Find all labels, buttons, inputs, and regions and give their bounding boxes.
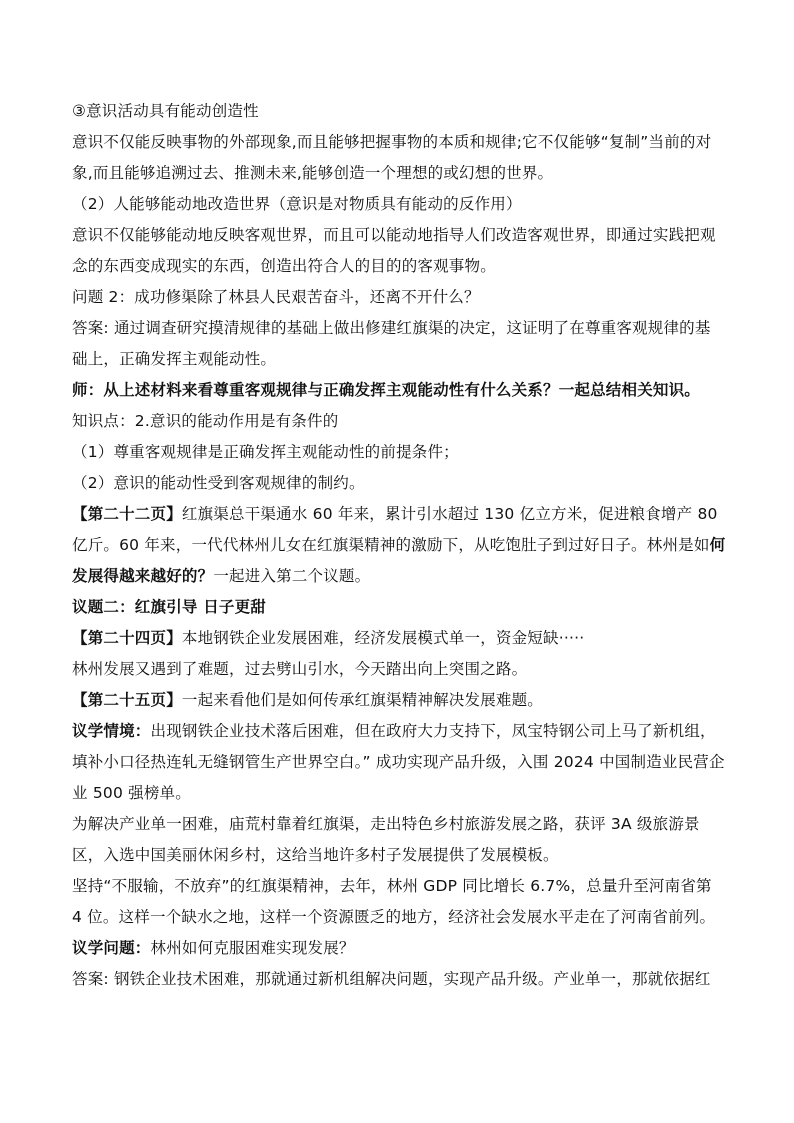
document-body [72, 96, 726, 995]
bold-text-segment: 议题二：红旗引导 日子更甜 [72, 598, 266, 616]
paragraph-p12 [72, 592, 726, 623]
text-segment: 坚持“不服输，不放弃”的红旗渠精神，去年，林州 GDP 同比增长 6.7%，总量升至河南省第 4 位。这样一个缺水之地，这样一个资源匮乏的地方，经济社会发展水平走在了河南省前列。 [72, 877, 716, 926]
paragraph-p10 [72, 468, 726, 499]
bold-text-segment: 议学问题： [72, 939, 151, 957]
text-segment: 出现钢铁企业技术落后困难，但在政府大力支持下，凤宝特钢公司上马了新机组，填补小口径热连轧无缝钢管生产世界空白。” 成功实现产品升级，入围 2024 中国制造业民营企业 500 强榜单。 [72, 722, 725, 802]
text-segment: 答案: 通过调查研究摸清规律的基础上做出修建红旗渠的决定，这证明了在尊重客观规律的基础上，正确发挥主观能动性。 [72, 319, 711, 368]
paragraph-p5 [72, 282, 726, 313]
text-segment: （2）意识的能动性受到客观规律的制约。 [72, 474, 365, 492]
text-segment: （1）尊重客观规律是正确发挥主观能动性的前提条件； [72, 443, 459, 461]
paragraph-p7 [72, 375, 726, 406]
text-segment: 意识不仅能反映事物的外部现象,而且能够把握事物的本质和规律;它不仅能够“复制”当前的对象,而且能够追溯过去、推测未来,能够创造一个理想的或幻想的世界。 [72, 133, 712, 182]
paragraph-p18 [72, 871, 726, 964]
text-segment: 为解决产业单一困难，庙荒村靠着红旗渠，走出特色乡村旅游发展之路，获评 3A 级旅游景区，入选中国美丽休闲乡村，这给当地许多村子发展提供了发展模板。 [72, 815, 700, 864]
paragraph-p4 [72, 220, 726, 282]
bold-text-segment: 师：从上述材料来看尊重客观规律与正确发挥主观能动性有什么关系？一起总结相关知识。 [72, 381, 701, 399]
paragraph-p19 [72, 964, 726, 995]
text-segment: 知识点：2.意识的能动作用是有条件的 [72, 412, 339, 430]
paragraph-p14 [72, 654, 726, 685]
paragraph-p11 [72, 499, 726, 592]
bold-text-segment: 议学情境： [72, 722, 151, 740]
text-segment: 本地钢铁企业发展困难，经济发展模式单一，资金短缺····· [181, 629, 585, 647]
text-segment: 一起来看他们是如何传承红旗渠精神解决发展难题。 [181, 691, 544, 709]
paragraph-p3 [72, 189, 726, 220]
paragraph-p1 [72, 96, 726, 127]
paragraph-p6 [72, 313, 726, 375]
paragraph-p17 [72, 809, 726, 871]
bold-text-segment: 【第二十四页】 [72, 629, 182, 647]
text-segment: 答案: 钢铁企业技术困难，那就通过新机组解决问题，实现产品升级。产业单一，那就依据红 [72, 970, 711, 988]
paragraph-p16 [72, 716, 726, 809]
bold-text-segment: 【第二十五页】 [72, 691, 182, 709]
paragraph-p8 [72, 406, 726, 437]
paragraph-p9 [72, 437, 726, 468]
text-segment: 一起进入第二个议题。 [213, 567, 371, 585]
paragraph-p13 [72, 623, 726, 654]
paragraph-p15 [72, 685, 726, 716]
text-segment: 红旗渠总干渠通水 60 年来，累计引水超过 130 亿立方米，促进粮食增产 80 亿斤。60 年来，一代代林州儿女在红旗渠精神的激励下，从吃饱肚子到过好日子。林州是如 [72, 505, 718, 554]
paragraph-p2 [72, 127, 726, 189]
text-segment: 林州如何克服困难实现发展？ [150, 939, 355, 957]
text-segment: 林州发展又遇到了难题，过去劈山引水，今天踏出向上突围之路。 [72, 660, 528, 678]
bold-text-segment: 何发展得越来越好的？ [72, 536, 726, 585]
bold-text-segment: 【第二十二页】 [72, 505, 182, 523]
text-segment: 意识不仅能够能动地反映客观世界，而且可以能动地指导人们改造客观世界，即通过实践把观念的东西变成现实的东西，创造出符合人的目的的客观事物。 [72, 226, 716, 275]
text-segment: （2）人能够能动地改造世界（意识是对物质具有能动的反作用） [72, 195, 522, 213]
text-segment: 问题 2：成功修渠除了林县人民艰苦奋斗，还离不开什么？ [72, 288, 480, 306]
text-segment: ③意识活动具有能动创造性 [72, 102, 259, 120]
